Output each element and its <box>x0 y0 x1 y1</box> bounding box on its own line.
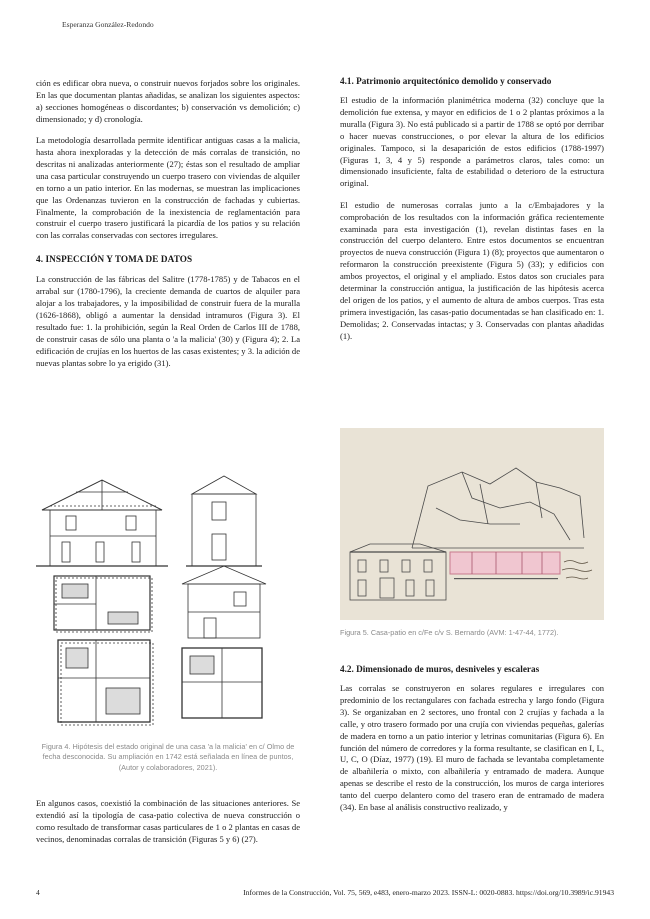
paragraph: El estudio de la información planimétrica moderna (32) concluye que la demolición fue extensa, y mayor en edificios de 1 o 2 plantas próximos a la muralla (Figura 3). No está publicado si a partir de 1788 se optó por derribar o hacer nuevas construcciones, o por elevar la altura de los edificios originales. Tampoco, si la desaparición de estos edificios (1788-1997) (Figuras 1, 3, 4 y 5) responde a parámetros claros, tales como: un dimensionado insuficiente, falta de estabilidad o deterioro de la estructura original. <box>340 95 604 189</box>
figure-5 <box>340 428 604 620</box>
paragraph: La construcción de las fábricas del Salitre (1778-1785) y de Tabacos en el arrabal sur (1780-1796), la creciente demanda de cuartos de alquiler para alojar a los trabajadores, y la imposibilidad de construir fuera de la muralla (1626-1868), obligó a aumentar la densidad intramuros (Figura 3). El resultado fue: 1. la prohibición, según la Real Orden de Carlos III de 1788, de construir casas de sólo una planta o 'a la malicia' (30) y (Figura 4); 2. La edificación de crujías en los huertos de las casas existentes; y 3. la adición de nuevas plantas sobre lo ya erigido (31). <box>36 274 300 368</box>
figure-5-drawing <box>340 428 604 620</box>
subsection-heading: 4.1. Patrimonio arquitectónico demolido y conservado <box>340 76 552 86</box>
journal-citation: Informes de la Construcción, Vol. 75, 569, e483, enero-marzo 2023. ISSN-L: 0020-0883. https://doi.org/10.3989/ic.91943 <box>243 888 614 897</box>
subsection-heading: 4.2. Dimensionado de muros, desniveles y escaleras <box>340 664 540 674</box>
left-column-bottom <box>36 798 300 855</box>
paragraph: El estudio de numerosas corralas junto a la c/Embajadores y la comprobación de los resultados con la información gráfica recientemente examinada para esta investigación (1), revelan distintas fases en la construcción del cuerpo delantero. Entre estos documentos se encuentran proyectos de nueva construcción (Figura 1) (8); proyectos que aumentaron o reformaron la construcción preexistente (Figura 5) (33); y edificios con ambos proyectos, el original y el ampliado. Estos datos son cruciales para determinar la construcción antigua, la justificación de las hipótesis acerca del origen de los patios, y el aumento de altura de ambos cuerpos. Tras esta primera investigación, las casas-patio documentadas se han clasificado en: 1. Demolidas; 2. Conservadas intactas; y 3. Conservadas con plantas añadidas (1). <box>340 199 604 341</box>
left-column <box>36 78 300 379</box>
figure-4-caption: Figura 4. Hipótesis del estado original de una casa 'a la malicia' en c/ Olmo de fecha desconocida. Su ampliación en 1742 está señalada en línea de puntos, (Autor y colaboradores, 2021). <box>41 742 295 772</box>
figure-4 <box>36 472 300 734</box>
paragraph: Las corralas se construyeron en solares regulares e irregulares con predominio de los rectangulares con fachada estrecha y largo fondo (Figura 3). Se organizaban en 2 sectores, uno frontal con 2 crujías y fachada a la calle, y otro trasero formado por una crujía con viviendas pequeñas, galerías de madera en torno a un patio interior y letrinas comunitarias (Figura 6). En función del número de corredores y la forma resultante, se clasifican en I, L, U, C, O (Díaz, 1977) (19). El muro de fachada se levantaba completamente de albañilería o mixto, con albañilería y entramado de madera. Aunque apenas se describe el resto de la construcción, los muros de carga interiores tanto del cuerpo delantero como del trasero eran de entramado de madera (34). En base al análisis constructivo realizado, y <box>340 683 604 813</box>
page-number: 4 <box>36 888 40 897</box>
paragraph: En algunos casos, coexistió la combinación de las situaciones anteriores. Se extendió así la tipología de casa-patio colectiva de nueva construcción o como resultado de transformar casas particulares de 1 o 2 plantas en casas de vecinos, denominadas corralas de transición (Figuras 5 y 6) (27). <box>36 798 300 844</box>
paragraph: La metodología desarrollada permite identificar antiguas casas a la malicia, hasta ahora inexploradas y la detección de más corralas de transición, no descritas ni analizadas anteriormente (27); éstas son el resultado de ampliar una casa particular construyendo un cuerpo trasero con viviendas de alquiler en torno a un patio interior. En las modernas, se muestran las implicaciones que las Ordenanzas tuvieron en la construcción de fachadas y cubiertas. Finalmente, la comprobación de la inexistencia de reglamentación para construir el cuerpo trasero justificará la picardía de los patios y su relación con las corralas conservadas con sectores irregulares. <box>36 135 300 241</box>
paragraph: ción es edificar obra nueva, o construir nuevos forjados sobre los originales. En las que documentan plantas añadidas, se analizan los siguientes aspectos: a) secciones homogéneas o discordantes; b) conservación vs demolición; c) dimensionado; y d) cronología. <box>36 78 300 124</box>
section-heading: 4. INSPECCIÓN Y TOMA DE DATOS <box>36 254 193 265</box>
running-header: Esperanza González-Redondo <box>62 20 154 29</box>
figure-4-drawing <box>36 472 300 734</box>
right-column <box>340 78 604 352</box>
section-4-2 <box>340 664 604 823</box>
figure-5-caption: Figura 5. Casa-patio en c/Fe c/v S. Bernardo (AVM: 1-47-44, 1772). <box>340 628 559 637</box>
